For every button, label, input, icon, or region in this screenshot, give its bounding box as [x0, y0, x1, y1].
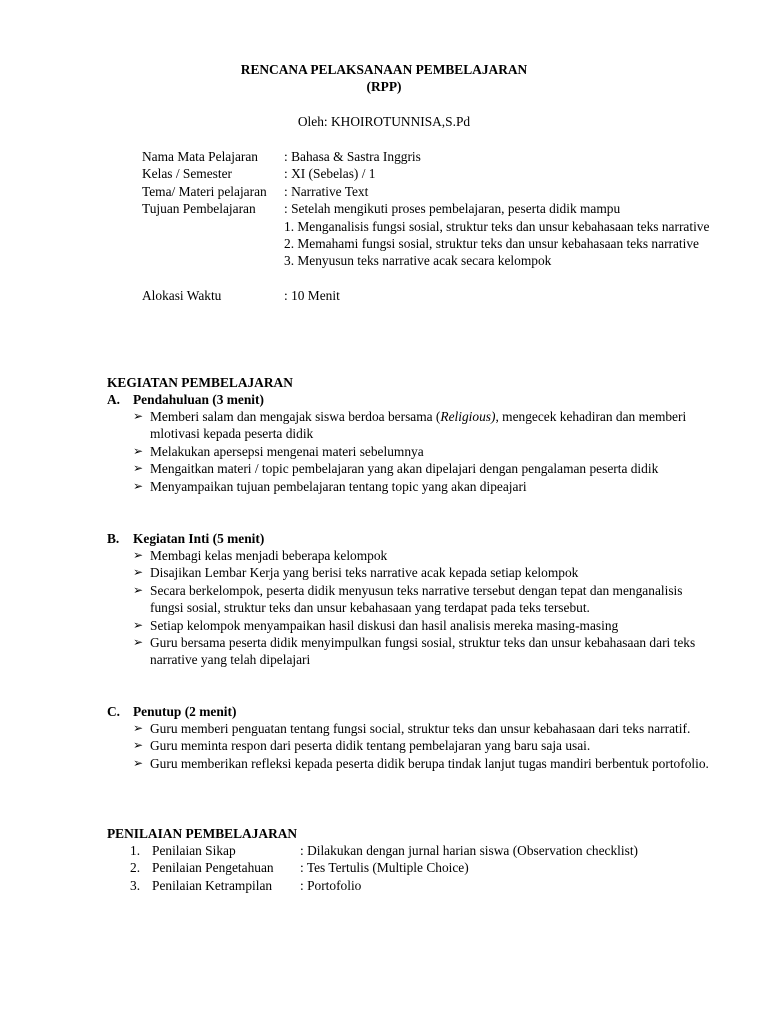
subsection-letter: A.: [107, 392, 121, 407]
document-title: RENCANA PELAKSANAAN PEMBELAJARAN: [240, 62, 528, 77]
list-item: [133, 720, 713, 737]
list-item: [130, 859, 638, 876]
list-item-text: Setiap kelompok menyampaikan hasil diskusi dan hasil analisis mereka masing-masing: [150, 617, 619, 633]
info-row-subject: [142, 148, 722, 165]
section-heading-penilaian: PENILAIAN PEMBELAJARAN: [107, 826, 298, 841]
info-label: Tujuan Pembelajaran: [142, 201, 256, 217]
arrow-bullet-icon: ➢: [133, 461, 144, 476]
list-item: [133, 737, 713, 754]
list-item: [133, 443, 713, 460]
document-subtitle: (RPP): [366, 79, 402, 94]
list-item-text: Disajikan Lembar Kerja yang berisi teks narrative acak kepada setiap kelompok: [150, 565, 579, 581]
list-item-text: Memberi salam dan mengajak siswa berdoa bersama (Religious), mengecek kehadiran dan memberi mlotivasi kepada peserta didik: [150, 409, 687, 442]
arrow-bullet-icon: ➢: [133, 721, 144, 735]
subsection-heading-penutup: [107, 703, 236, 720]
list-item: [133, 582, 713, 617]
info-label: Tema/ Materi pelajaran: [142, 183, 267, 199]
arrow-bullet-icon: ➢: [133, 617, 144, 632]
arrow-bullet-icon: ➢: [133, 738, 144, 753]
list-item-text: Guru bersama peserta didik menyimpulkan fungsi sosial, struktur teks dan unsur kebahasaan dari teks narrative yang telah dipelajari: [150, 635, 696, 668]
arrow-bullet-icon: ➢: [133, 548, 144, 562]
pendahuluan-list: [133, 408, 713, 495]
subsection-heading-inti: [107, 530, 264, 547]
info-row-topic: [142, 183, 722, 200]
eval-value: : Tes Tertulis (Multiple Choice): [300, 860, 469, 876]
list-item: [133, 617, 713, 634]
list-number: 1.: [130, 843, 141, 858]
list-number: 3.: [130, 877, 141, 893]
subsection-title: Pendahuluan (3 menit): [133, 392, 264, 407]
subsection-letter: B.: [107, 531, 120, 546]
list-item: [133, 408, 713, 443]
eval-label: Penilaian Ketrampilan: [152, 877, 273, 893]
list-item: [133, 755, 713, 772]
arrow-bullet-icon: ➢: [133, 409, 144, 423]
arrow-bullet-icon: ➢: [133, 565, 144, 580]
eval-label: Penilaian Sikap: [152, 843, 236, 858]
list-item: [133, 478, 713, 495]
subsection-title: Penutup (2 menit): [133, 704, 237, 719]
list-item-text: Membagi kelas menjadi beberapa kelompok: [150, 548, 388, 563]
info-value: : XI (Sebelas) / 1: [284, 166, 376, 182]
subsection-letter: C.: [107, 704, 121, 719]
subsection-title: Kegiatan Inti (5 menit): [133, 531, 265, 546]
info-row-goal: [142, 200, 722, 270]
list-item: [133, 547, 713, 564]
subsection-heading-pendahuluan: [107, 391, 264, 408]
arrow-bullet-icon: ➢: [133, 582, 144, 597]
eval-value: : Dilakukan dengan jurnal harian siswa (Observation checklist): [300, 843, 639, 858]
list-item: [130, 842, 638, 859]
list-item-text: Mengaitkan materi / topic pembelajaran yang akan dipelajari dengan pengalaman peserta didik: [150, 461, 659, 477]
list-item: [133, 564, 713, 581]
info-label: Alokasi Waktu: [142, 287, 222, 303]
penutup-list: [133, 720, 713, 772]
info-label: Kelas / Semester: [142, 166, 232, 182]
list-item-text: Secara berkelompok, peserta didik menyusun teks narrative tersebut dengan tepat dan menganalisis fungsi sosial, struktur teks dan unsur kebahasaan yang terdapat pada teks tersebut.: [150, 582, 683, 616]
penilaian-list: [130, 842, 638, 894]
info-row-time: [142, 287, 722, 304]
eval-value: : Portofolio: [300, 877, 362, 893]
list-item: [133, 460, 713, 477]
list-item-text: Guru meminta respon dari peserta didik tentang pembelajaran yang baru saja usai.: [150, 738, 591, 754]
info-label: Nama Mata Pelajaran: [142, 149, 258, 164]
info-value: : 10 Menit: [284, 287, 340, 303]
info-value: : Bahasa & Sastra Inggris: [284, 149, 421, 164]
section-heading-kegiatan: KEGIATAN PEMBELAJARAN: [107, 375, 293, 390]
goal-item: 1. Menganalisis fungsi sosial, struktur teks dan unsur kebahasaan teks narrative: [284, 218, 710, 234]
document-author: Oleh: KHOIROTUNNISA,S.Pd: [297, 114, 471, 129]
lesson-info: [142, 148, 722, 304]
goal-item: 2. Memahami fungsi sosial, struktur teks dan unsur kebahasaan teks narrative: [284, 236, 700, 252]
eval-label: Penilaian Pengetahuan: [152, 860, 274, 876]
arrow-bullet-icon: ➢: [133, 635, 144, 650]
goal-item: 3. Menyusun teks narrative acak secara kelompok: [284, 253, 552, 269]
list-item-text: Melakukan apersepsi mengenai materi sebelumnya: [150, 443, 424, 459]
list-item-text: Menyampaikan tujuan pembelajaran tentang topic yang akan dipeajari: [150, 478, 527, 494]
info-value: : Narrative Text: [284, 183, 369, 199]
info-row-class: [142, 165, 722, 182]
inti-list: [133, 547, 713, 669]
goal-intro: : Setelah mengikuti proses pembelajaran, peserta didik mampu: [284, 201, 621, 217]
list-number: 2.: [130, 860, 141, 876]
arrow-bullet-icon: ➢: [133, 755, 144, 770]
list-item: [133, 634, 713, 669]
arrow-bullet-icon: ➢: [133, 478, 144, 493]
arrow-bullet-icon: ➢: [133, 443, 144, 458]
emphasis-text: Religious): [440, 409, 496, 424]
list-item-text: Guru memberi penguatan tentang fungsi social, struktur teks dan unsur kebahasaan dari teks narratif.: [150, 721, 691, 736]
list-item-text: Guru memberikan refleksi kepada peserta didik berupa tindak lanjut tugas mandiri berbentuk portofolio.: [150, 755, 709, 771]
info-value-goals: [284, 200, 712, 270]
list-item: [130, 877, 638, 894]
